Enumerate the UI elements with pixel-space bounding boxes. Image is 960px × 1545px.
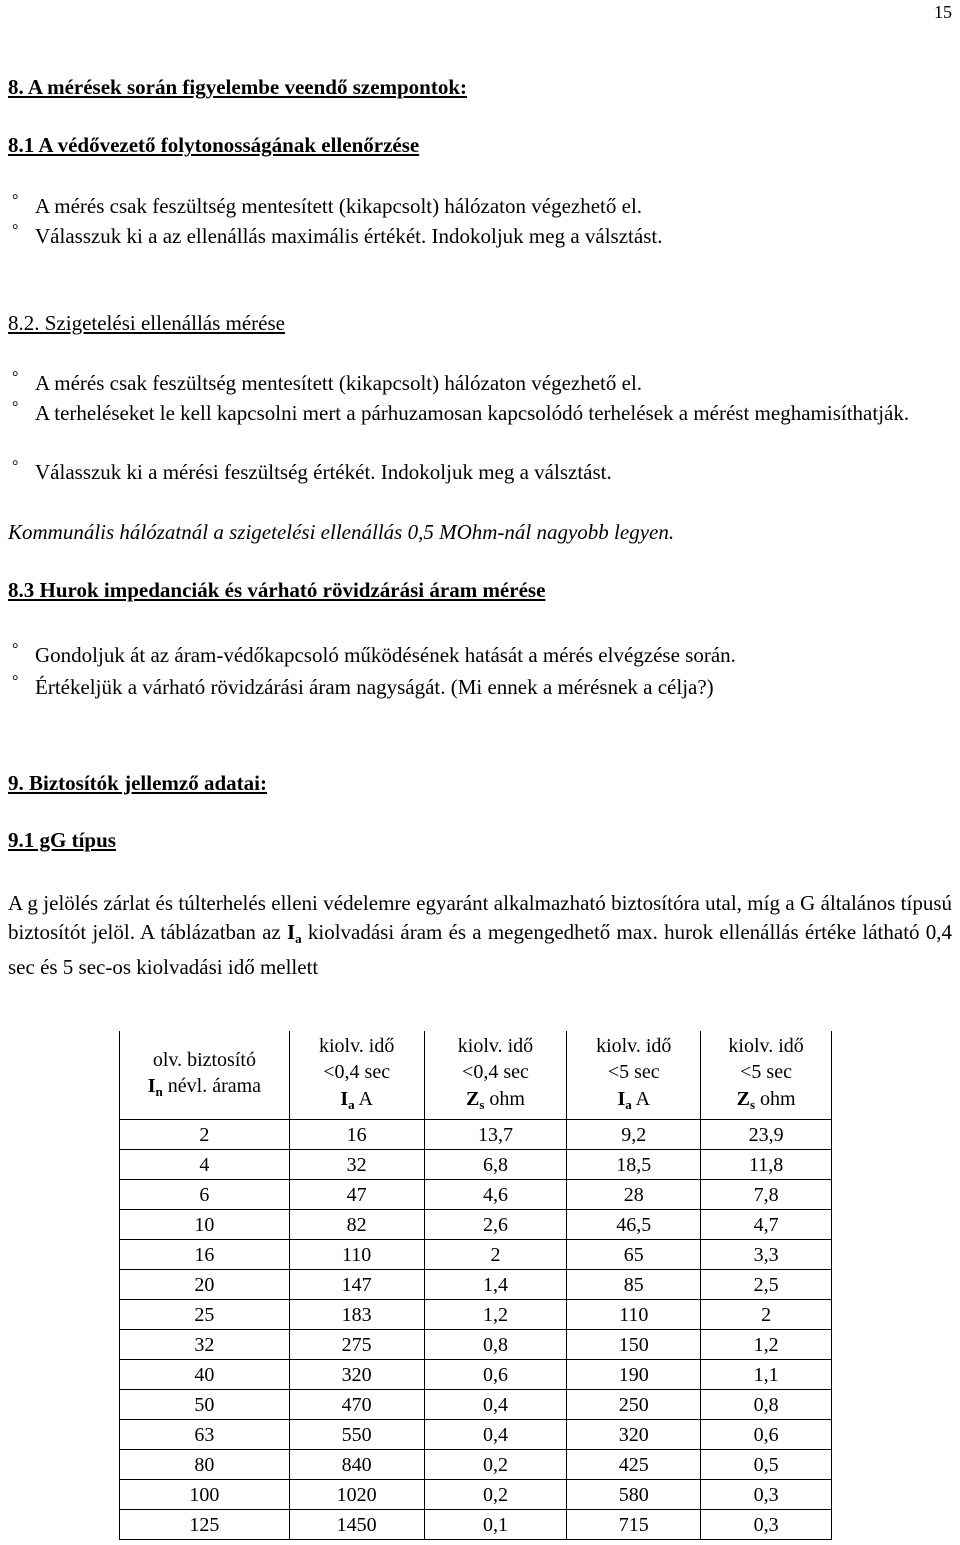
table-cell: 0,4 [424,1420,567,1450]
table-body [120,1120,832,1540]
table-cell: 50 [120,1390,290,1420]
fuse-description-paragraph [8,889,952,982]
section-9-1-heading: 9.1 gG típus [8,828,116,852]
table-cell: 150 [567,1330,701,1360]
table-cell: 0,2 [424,1480,567,1510]
table-cell: 18,5 [567,1150,701,1180]
table-row [120,1120,832,1150]
fuse-table [119,1031,832,1540]
table-cell: 28 [567,1180,701,1210]
section-9-heading: 9. Biztosítók jellemző adatai: [8,771,267,795]
table-cell: 0,8 [701,1390,832,1420]
table-cell: 190 [567,1360,701,1390]
table-cell: 0,5 [701,1450,832,1480]
list-item [8,222,952,251]
unit-cell: $I_a$ A [289,1085,424,1120]
table-row [120,1360,832,1390]
table-header-row [120,1031,832,1085]
table-cell: 65 [567,1240,701,1270]
paragraph-text: A g jelölés zárlat és túlterhelés elleni védelemre egyaránt alkalmazható biztosítóra utal, míg a G általános típusú biztosítót jelöl. A táblázatban az [8,891,952,944]
unit-cell: $Z_s$ ohm [424,1085,567,1120]
table-cell: 1020 [289,1480,424,1510]
table-header-cell: kiolv. idő <5 sec [701,1031,832,1085]
table-row [120,1180,832,1210]
bullet-degree-icon: ° [12,399,19,416]
in-rest: névl. árama [162,1075,262,1097]
ia-symbol [287,920,302,944]
table-cell: 2 [424,1240,567,1270]
list-item [8,192,952,221]
table-cell: 80 [120,1450,290,1480]
bullet-degree-icon: ° [12,641,19,658]
table-cell: 147 [289,1270,424,1300]
table-row [120,1300,832,1330]
table-cell: 840 [289,1450,424,1480]
table-row [120,1270,832,1300]
table-cell: 2,5 [701,1270,832,1300]
table-cell: 550 [289,1420,424,1450]
table-cell: 2 [701,1300,832,1330]
list-item-text: A terheléseket le kell kapcsolni mert a párhuzamosan kapcsolódó terhelések a mérést meghamisíthatják. [35,401,910,425]
table-cell: 0,2 [424,1450,567,1480]
table-row [120,1240,832,1270]
list-item [8,458,952,487]
table-cell: 23,9 [701,1120,832,1150]
table-header-cell: kiolv. idő <5 sec [567,1031,701,1085]
header-rated-current [120,1031,290,1120]
table-header-cell: kiolv. idő <0,4 sec [424,1031,567,1085]
table-cell: 6,8 [424,1150,567,1180]
insulation-note: Kommunális hálózatnál a szigetelési ellenállás 0,5 MOhm-nál nagyobb legyen. [8,520,675,544]
table-cell: 580 [567,1480,701,1510]
list-item-text: A mérés csak feszültség mentesített (kikapcsolt) hálózaton végezhető el. [35,194,643,218]
ia-sub: a [295,931,302,946]
table-cell: 9,2 [567,1120,701,1150]
table-cell: 4,7 [701,1210,832,1240]
list-item [8,399,952,428]
page-number: 15 [934,2,952,22]
table-cell: 46,5 [567,1210,701,1240]
list-item [8,369,952,398]
table-cell: 0,4 [424,1390,567,1420]
table-cell: 20 [120,1270,290,1300]
table-cell: 2,6 [424,1210,567,1240]
table-cell: 715 [567,1510,701,1540]
table-cell: 125 [120,1510,290,1540]
table-cell: 100 [120,1480,290,1510]
list-item-text: Gondoljuk át az áram-védőkapcsoló működésének hatását a mérés elvégzése során. [35,643,736,667]
table-cell: 320 [567,1420,701,1450]
table-cell: 470 [289,1390,424,1420]
list-item-text: Válasszuk ki a mérési feszültség értékét. Indokoljuk meg a válsztást. [35,460,612,484]
table-row [120,1420,832,1450]
table-row [120,1150,832,1180]
table-cell: 25 [120,1300,290,1330]
table-cell: 320 [289,1360,424,1390]
table-header-cell: kiolv. idő <0,4 sec [289,1031,424,1085]
table-cell: 82 [289,1210,424,1240]
bullet-degree-icon: ° [12,673,19,690]
table-row [120,1510,832,1540]
list-item-text: Értékeljük a várható rövidzárási áram nagyságát. (Mi ennek a mérésnek a célja?) [35,675,714,699]
list-item-text: Válasszuk ki a az ellenállás maximális értékét. Indokoljuk meg a válsztást. [35,224,663,248]
table-cell: 3,3 [701,1240,832,1270]
table-cell: 275 [289,1330,424,1360]
section-8-2-heading: 8.2. Szigetelési ellenállás mérése [8,311,285,335]
table-cell: 13,7 [424,1120,567,1150]
bullet-degree-icon: ° [12,369,19,386]
header-line: olv. biztosító [152,1049,256,1071]
table-cell: 425 [567,1450,701,1480]
table-cell: 32 [120,1330,290,1360]
table-cell: 183 [289,1300,424,1330]
table-cell: 0,3 [701,1510,832,1540]
table-cell: 1,1 [701,1360,832,1390]
unit-cell: $Z_s$ ohm [701,1085,832,1120]
in-sub: n [155,1084,163,1099]
table-cell: 0,8 [424,1330,567,1360]
table-row [120,1480,832,1510]
table-row [120,1390,832,1420]
header-line [120,1073,289,1105]
table-cell: 0,3 [701,1480,832,1510]
table-cell: 110 [567,1300,701,1330]
table-cell: 32 [289,1150,424,1180]
bullet-degree-icon: ° [12,192,19,209]
unit-cell: $I_a$ A [567,1085,701,1120]
table-cell: 16 [289,1120,424,1150]
list-item [8,673,952,702]
section-8-heading: 8. A mérések során figyelembe veendő szempontok: [8,75,468,99]
table-cell: 2 [120,1120,290,1150]
table-cell: 1450 [289,1510,424,1540]
table-cell: 7,8 [701,1180,832,1210]
table-cell: 1,2 [701,1330,832,1360]
table-cell: 1,2 [424,1300,567,1330]
section-8-1-heading: 8.1 A védővezető folytonosságának ellenőrzése [8,133,420,157]
table-cell: 0,6 [424,1360,567,1390]
table-cell: 250 [567,1390,701,1420]
table-cell: 110 [289,1240,424,1270]
table-cell: 4,6 [424,1180,567,1210]
table-cell: 4 [120,1150,290,1180]
table-cell: 1,4 [424,1270,567,1300]
table-cell: 47 [289,1180,424,1210]
table-cell: 0,1 [424,1510,567,1540]
table-cell: 0,6 [701,1420,832,1450]
in-main: I [147,1075,156,1097]
table-cell: 85 [567,1270,701,1300]
table-cell: 6 [120,1180,290,1210]
table-row [120,1210,832,1240]
bullet-degree-icon: ° [12,222,19,239]
section-8-3-heading: 8.3 Hurok impedanciák és várható rövidzárási áram mérése [8,578,546,602]
ia-main: I [286,920,296,944]
paragraph-text: kiolvadási áram és a megengedhető max. hurok ellenállás értéke látható 0,4 sec és 5 sec-os kiolvadási idő mellett [8,920,952,979]
table-row [120,1330,832,1360]
table-cell: 11,8 [701,1150,832,1180]
table-cell: 16 [120,1240,290,1270]
list-item-text: A mérés csak feszültség mentesített (kikapcsolt) hálózaton végezhető el. [35,371,643,395]
list-item [8,641,952,670]
table-cell: 40 [120,1360,290,1390]
bullet-degree-icon: ° [12,458,19,475]
table-cell: 63 [120,1420,290,1450]
table-cell: 10 [120,1210,290,1240]
table-row [120,1450,832,1480]
